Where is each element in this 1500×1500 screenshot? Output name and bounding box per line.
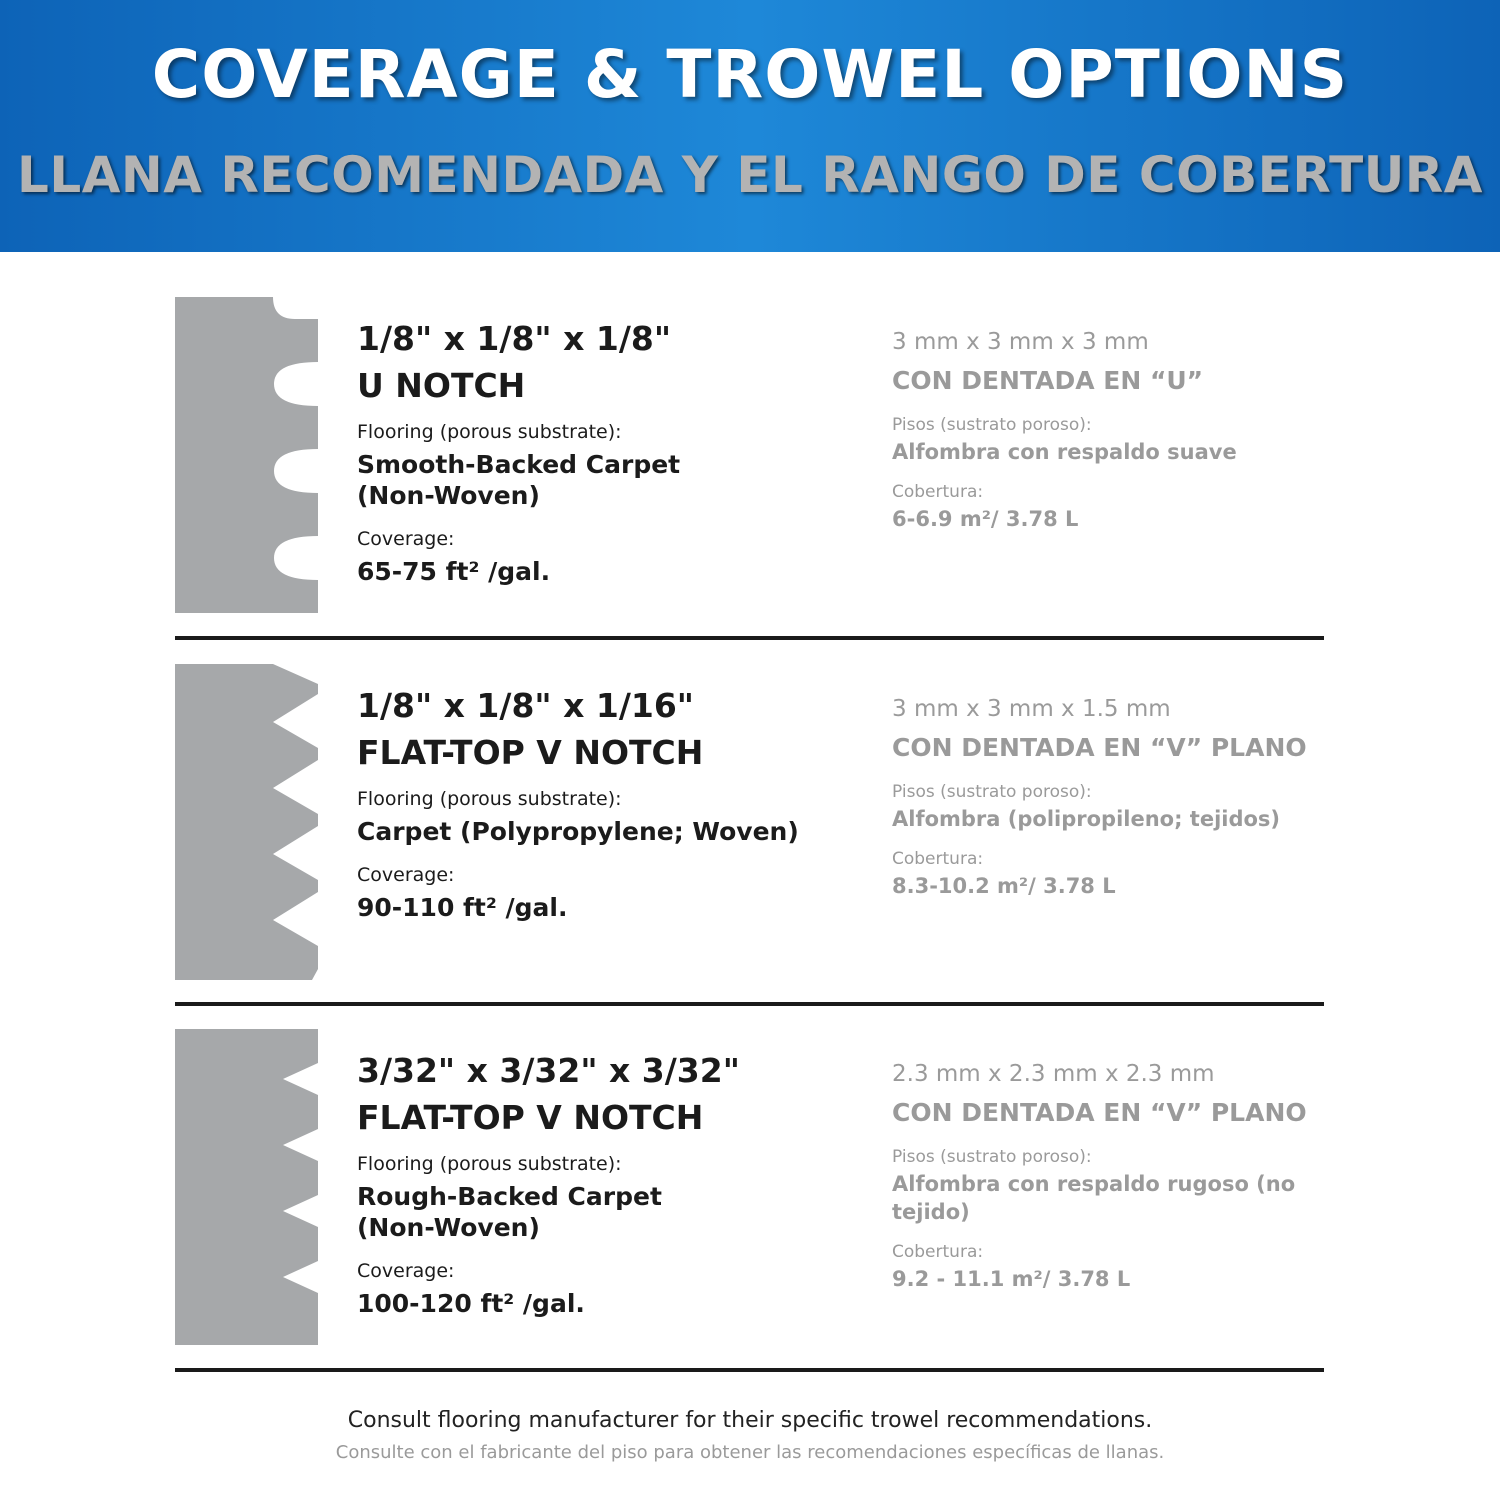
flooring-label-es: Pisos (sustrato poroso): xyxy=(892,782,1092,802)
trowel-details-en xyxy=(357,1029,857,1319)
row-divider xyxy=(175,1368,1324,1372)
coverage-label: Coverage: xyxy=(357,528,455,550)
trowel-size-es: 3 mm x 3 mm x 1.5 mm xyxy=(892,696,1171,722)
trowel-size: 1/8" x 1/8" x 1/8" xyxy=(357,319,672,358)
flooring-line: (Non-Woven) xyxy=(357,1213,540,1242)
flooring-value-es: Alfombra (polipropileno; tejidos) xyxy=(892,807,1281,831)
notch-type: U NOTCH xyxy=(357,366,526,405)
footer-note-es: Consulte con el fabricante del piso para obtener las recomendaciones específicas de llanas. xyxy=(335,1442,1165,1463)
row-divider xyxy=(175,1002,1324,1006)
flat-top-v-notch-trowel-icon xyxy=(175,664,320,980)
flooring-value-es: Alfombra con respaldo suave xyxy=(892,440,1237,464)
coverage-label-es: Cobertura: xyxy=(892,482,984,502)
notch-type-es: CON DENTADA EN “V” PLANO xyxy=(892,1098,1307,1127)
trowel-size-es: 2.3 mm x 2.3 mm x 2.3 mm xyxy=(892,1061,1215,1087)
trowel-row-3 xyxy=(0,1029,1500,1359)
coverage-value: 65-75 ft² /gal. xyxy=(357,557,551,586)
trowel-details-en xyxy=(357,664,857,923)
trowel-details-en xyxy=(357,297,857,587)
flooring-value-es: Alfombra con respaldo rugoso (no tejido) xyxy=(892,1172,1296,1224)
coverage-label: Coverage: xyxy=(357,864,455,886)
header-banner xyxy=(0,0,1500,252)
notch-type: FLAT-TOP V NOTCH xyxy=(357,733,704,772)
notch-type: FLAT-TOP V NOTCH xyxy=(357,1098,704,1137)
trowel-size: 3/32" x 3/32" x 3/32" xyxy=(357,1051,740,1090)
notch-type-es: CON DENTADA EN “V” PLANO xyxy=(892,733,1307,762)
flooring-line: (Non-Woven) xyxy=(357,481,540,510)
coverage-value: 90-110 ft² /gal. xyxy=(357,893,568,922)
trowel-details-es xyxy=(892,297,1372,533)
coverage-value: 100-120 ft² /gal. xyxy=(357,1289,585,1318)
coverage-label: Coverage: xyxy=(357,1260,455,1282)
flooring-label: Flooring (porous substrate): xyxy=(357,788,622,810)
flooring-value xyxy=(357,816,857,847)
trowel-details-es xyxy=(892,664,1372,900)
flat-top-v-notch-trowel-icon xyxy=(175,1029,320,1345)
flooring-value xyxy=(357,1181,857,1243)
trowel-size-es: 3 mm x 3 mm x 3 mm xyxy=(892,329,1149,355)
notch-type-es: CON DENTADA EN “U” xyxy=(892,366,1204,395)
flooring-label: Flooring (porous substrate): xyxy=(357,421,622,443)
coverage-value-es: 9.2 - 11.1 m²/ 3.78 L xyxy=(892,1267,1131,1291)
coverage-value-es: 6-6.9 m²/ 3.78 L xyxy=(892,507,1079,531)
trowel-row-1 xyxy=(0,297,1500,627)
flooring-label-es: Pisos (sustrato poroso): xyxy=(892,415,1092,435)
flooring-value xyxy=(357,449,857,511)
page-title: COVERAGE & TROWEL OPTIONS xyxy=(151,36,1349,113)
flooring-label-es: Pisos (sustrato poroso): xyxy=(892,1147,1092,1167)
page-subtitle: LLANA RECOMENDADA Y EL RANGO DE COBERTURA xyxy=(16,146,1483,204)
coverage-value-es: 8.3-10.2 m²/ 3.78 L xyxy=(892,874,1116,898)
flooring-line: Rough-Backed Carpet xyxy=(357,1182,662,1211)
u-notch-trowel-icon xyxy=(175,297,320,613)
coverage-label-es: Cobertura: xyxy=(892,849,984,869)
trowel-size: 1/8" x 1/8" x 1/16" xyxy=(357,686,694,725)
coverage-label-es: Cobertura: xyxy=(892,1242,984,1262)
trowel-row-2 xyxy=(0,664,1500,994)
flooring-line: Smooth-Backed Carpet xyxy=(357,450,681,479)
flooring-label: Flooring (porous substrate): xyxy=(357,1153,622,1175)
trowel-details-es xyxy=(892,1029,1372,1293)
row-divider xyxy=(175,636,1324,640)
footer-note: Consult flooring manufacturer for their specific trowel recommendations. xyxy=(347,1408,1153,1433)
flooring-line: Carpet (Polypropylene; Woven) xyxy=(357,817,799,846)
